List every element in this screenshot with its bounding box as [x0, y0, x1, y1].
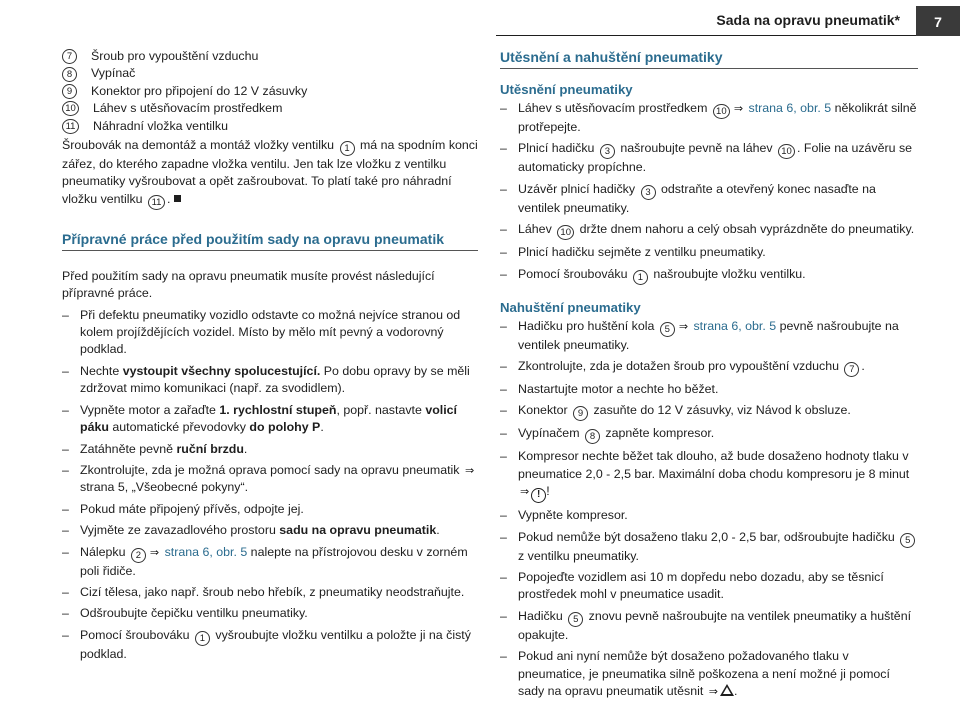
preparation-steps	[62, 307, 478, 664]
item-text: .	[243, 441, 248, 456]
item-text: Konektor	[518, 403, 572, 418]
list-item	[500, 100, 918, 136]
item-text: Při defektu pneumatiky vozidlo odstavte co možná nejvíce stranou od kolem projíždějících vozidel. Místo by mělo mít pevný a vodorovný podklad.	[80, 307, 461, 357]
list-item	[62, 307, 478, 359]
list-item	[500, 648, 918, 700]
subsection-title-sealing: Utěsnění pneumatiky	[500, 82, 633, 97]
list-item	[500, 608, 918, 644]
callout-number: 5	[660, 322, 675, 337]
list-item	[500, 358, 918, 377]
item-text: , popř. nastavte	[336, 402, 426, 417]
callout-number: 11	[62, 119, 79, 134]
list-item	[62, 462, 478, 497]
callout-number: 10	[62, 101, 79, 116]
legend-item	[62, 65, 478, 82]
list-item	[62, 627, 478, 663]
item-text: několikrát silně protřepejte.	[518, 101, 917, 134]
item-text: zasuňte do 12 V zásuvky, viz Návod k obsluze.	[590, 403, 851, 418]
item-text: Vyjměte ze zavazadlového prostoru	[80, 523, 280, 538]
item-text: .	[861, 359, 865, 374]
reference-arrow-icon: ⇒	[520, 485, 530, 499]
item-text: Pomocí šroubováku	[518, 266, 631, 281]
item-text: zapněte kompresor.	[601, 426, 715, 441]
left-column	[62, 48, 478, 663]
figure-reference-link[interactable]: strana 6, obr. 5	[161, 544, 248, 559]
list-item	[500, 402, 918, 421]
item-text: Nastartujte motor a nechte ho běžet.	[518, 382, 719, 397]
callout-number: 1	[195, 631, 210, 646]
item-text: Zkontrolujte, zda je dotažen šroub pro vypouštění vzduchu	[518, 359, 843, 374]
section-title-preparation: Přípravné práce před použitím sady na opravu pneumatik	[62, 230, 478, 251]
legend-item	[62, 83, 478, 100]
warning-triangle-icon[interactable]	[720, 684, 734, 696]
callout-number: 1	[340, 141, 355, 156]
list-item	[500, 221, 918, 240]
list-item	[500, 569, 918, 604]
item-text: Popojeďte vozidlem asi 10 m dopředu nebo dozadu, aby se těsnicí prostředek mohl v pneumatice usadit.	[518, 570, 884, 602]
item-emphasis: 1. rychlostní stupeň	[219, 402, 337, 417]
item-text: Nechte	[80, 363, 123, 378]
inflating-steps	[500, 318, 918, 701]
cross-reference-link: strana 5, „Všeobecné pokyny“.	[80, 480, 249, 495]
callout-number: 8	[585, 429, 600, 444]
list-item	[500, 529, 918, 565]
list-item	[500, 140, 918, 176]
callout-number: 3	[600, 144, 615, 159]
legend-text: Vypínač	[91, 66, 136, 81]
item-text: Zatáhněte pevně	[80, 441, 177, 456]
legend-list	[62, 48, 478, 135]
item-text: Láhev	[518, 222, 556, 237]
item-text: Uzávěr plnicí hadičky	[518, 181, 639, 196]
item-text: Hadičku	[518, 608, 567, 623]
item-text: .	[733, 684, 738, 699]
preparation-intro: Před použitím sady na opravu pneumatik musíte provést následující přípravné práce.	[62, 268, 435, 301]
callout-number: 5	[900, 533, 915, 548]
list-item	[500, 425, 918, 444]
item-text: Vypněte motor a zařaďte	[80, 402, 220, 417]
page-number: 7	[916, 6, 960, 36]
list-item	[62, 544, 478, 580]
callout-number: 11	[148, 195, 165, 210]
callout-number: 10	[557, 225, 574, 240]
list-item	[500, 448, 918, 503]
callout-number: 7	[844, 362, 859, 377]
sealing-steps	[500, 100, 918, 285]
note-text: .	[167, 191, 171, 206]
item-text: znovu pevně našroubujte na ventilek pneumatiky a huštění opakujte.	[518, 608, 912, 642]
note-text: má na spodním konci zářez, do kterého zapadne vložka ventilu. Jen tak lze vložku z ventilku pneumatiky vyšroubovat a opět zašroubovat. To platí také pro náhradní vložku ventilku	[62, 138, 478, 206]
item-text: Láhev s utěsňovacím prostředkem	[518, 101, 711, 115]
item-text: našroubujte vložku ventilku.	[649, 266, 806, 281]
callout-number: 9	[62, 84, 77, 99]
list-item	[500, 507, 918, 524]
list-item	[500, 181, 918, 217]
legend-text: Náhradní vložka ventilku	[93, 118, 228, 133]
callout-number: 10	[713, 104, 730, 119]
legend-item	[62, 48, 478, 65]
section-title-sealing: Utěsnění a nahuštění pneumatiky	[500, 48, 918, 69]
item-text: . Folie na uzávěru se automaticky propíchne.	[518, 141, 913, 175]
item-text: automatické převodovky	[108, 420, 250, 435]
item-text: Odšroubujte čepičku ventilku pneumatiky.	[80, 606, 308, 621]
item-text: Plnicí hadičku sejměte z ventilku pneumatiky.	[518, 245, 766, 260]
list-item	[62, 402, 478, 437]
item-text: Pomocí šroubováku	[80, 627, 193, 642]
item-text: .	[320, 420, 324, 435]
item-emphasis: vystoupit všechny spolucestující.	[122, 363, 321, 378]
item-text: Plnicí hadičku	[518, 141, 598, 156]
callout-number: 3	[641, 185, 656, 200]
callout-number: 10	[778, 144, 795, 159]
reference-arrow-icon: ⇒	[733, 102, 744, 115]
item-text: pevně našroubujte na ventilek pneumatiky.	[518, 318, 899, 352]
right-column	[500, 48, 918, 701]
list-item	[62, 605, 478, 622]
item-text: vyšroubujte vložku ventilku a položte ji na čistý podklad.	[80, 627, 471, 661]
item-text: !	[546, 484, 550, 499]
header-title: Sada na opravu pneumatik*	[716, 12, 900, 28]
reference-arrow-icon: ⇒	[464, 463, 475, 477]
reference-arrow-icon: ⇒	[708, 685, 718, 699]
item-text: Kompresor nechte běžet tak dlouho, až bude dosaženo hodnoty tlaku v pneumatice 2,0 - 2,5 bar. Maximální doba chodu kompresoru je 8 minut	[518, 449, 910, 481]
callout-number: 8	[62, 67, 77, 82]
list-item	[62, 441, 478, 458]
screwdriver-note	[62, 137, 478, 210]
item-text: nalepte na přístrojovou desku v zorném poli řidiče.	[80, 544, 468, 578]
item-text: z ventilku pneumatiky.	[518, 548, 639, 563]
list-item	[62, 584, 478, 601]
item-text: Pokud nemůže být dosaženo tlaku 2,0 - 2,5 bar, odšroubujte hadičku	[518, 529, 899, 544]
legend-item	[62, 100, 478, 117]
callout-number: 9	[573, 406, 588, 421]
legend-text: Láhev s utěsňovacím prostředkem	[93, 101, 283, 116]
item-text: Pokud máte připojený přívěs, odpojte jej.	[80, 501, 304, 516]
list-item	[500, 266, 918, 285]
figure-reference-link[interactable]: strana 6, obr. 5	[690, 318, 777, 333]
item-emphasis: sadu na opravu pneumatik	[279, 523, 437, 538]
legend-text: Šroub pro vypouštění vzduchu	[91, 49, 259, 63]
list-item	[500, 318, 918, 354]
legend-text: Konektor pro připojení do 12 V zásuvky	[91, 83, 308, 98]
item-text: .	[436, 523, 440, 538]
list-item	[62, 501, 478, 518]
subsection-title-inflating: Nahuštění pneumatiky	[500, 299, 641, 315]
callout-number: 5	[568, 612, 583, 627]
reference-arrow-icon: ⇒	[149, 545, 160, 559]
item-text: Hadičku pro huštění kola	[518, 318, 658, 333]
item-text: Po dobu opravy by se měli zdržovat mimo komunikaci (např. za svodidlem).	[80, 363, 470, 396]
item-text: držte dnem nahoru a celý obsah vyprázdněte do pneumatiky.	[576, 222, 915, 237]
caution-icon[interactable]: !	[531, 488, 546, 503]
item-text: Pokud ani nyní nemůže být dosaženo požadovaného tlaku v pneumatice, je pneumatika silně poškozena a není možné ji pomocí sady na opravu pneumatik utěsnit	[518, 649, 890, 699]
list-item	[62, 522, 478, 539]
item-emphasis: volicí páku	[80, 402, 457, 435]
item-text: našroubujte pevně na láhev	[616, 141, 777, 156]
list-item	[62, 363, 478, 398]
list-item	[500, 381, 918, 398]
reference-arrow-icon: ⇒	[678, 319, 689, 333]
figure-reference-link[interactable]: strana 6, obr. 5	[745, 101, 832, 115]
item-text: Vypínačem	[518, 426, 583, 441]
legend-item	[62, 118, 478, 135]
callout-number: 7	[62, 49, 77, 64]
item-text: odstraňte a otevřený konec nasaďte na ventilek pneumatiky.	[518, 181, 876, 215]
item-text: Cizí tělesa, jako např. šroub nebo hřebík, z pneumatiky neodstraňujte.	[80, 584, 465, 599]
item-text: Zkontrolujte, zda je možná oprava pomocí sady na opravu pneumatik	[80, 462, 463, 477]
page-header	[496, 6, 960, 36]
item-emphasis: do polohy P	[249, 420, 321, 435]
item-text: Vypněte kompresor.	[518, 508, 628, 523]
callout-number: 1	[633, 270, 648, 285]
note-text: Šroubovák na demontáž a montáž vložky ventilku	[62, 138, 335, 153]
section-end-marker	[174, 195, 181, 202]
list-item	[500, 244, 918, 261]
item-emphasis: ruční brzdu	[176, 441, 244, 456]
callout-number: 2	[131, 548, 146, 563]
item-text: Nálepku	[80, 544, 129, 559]
